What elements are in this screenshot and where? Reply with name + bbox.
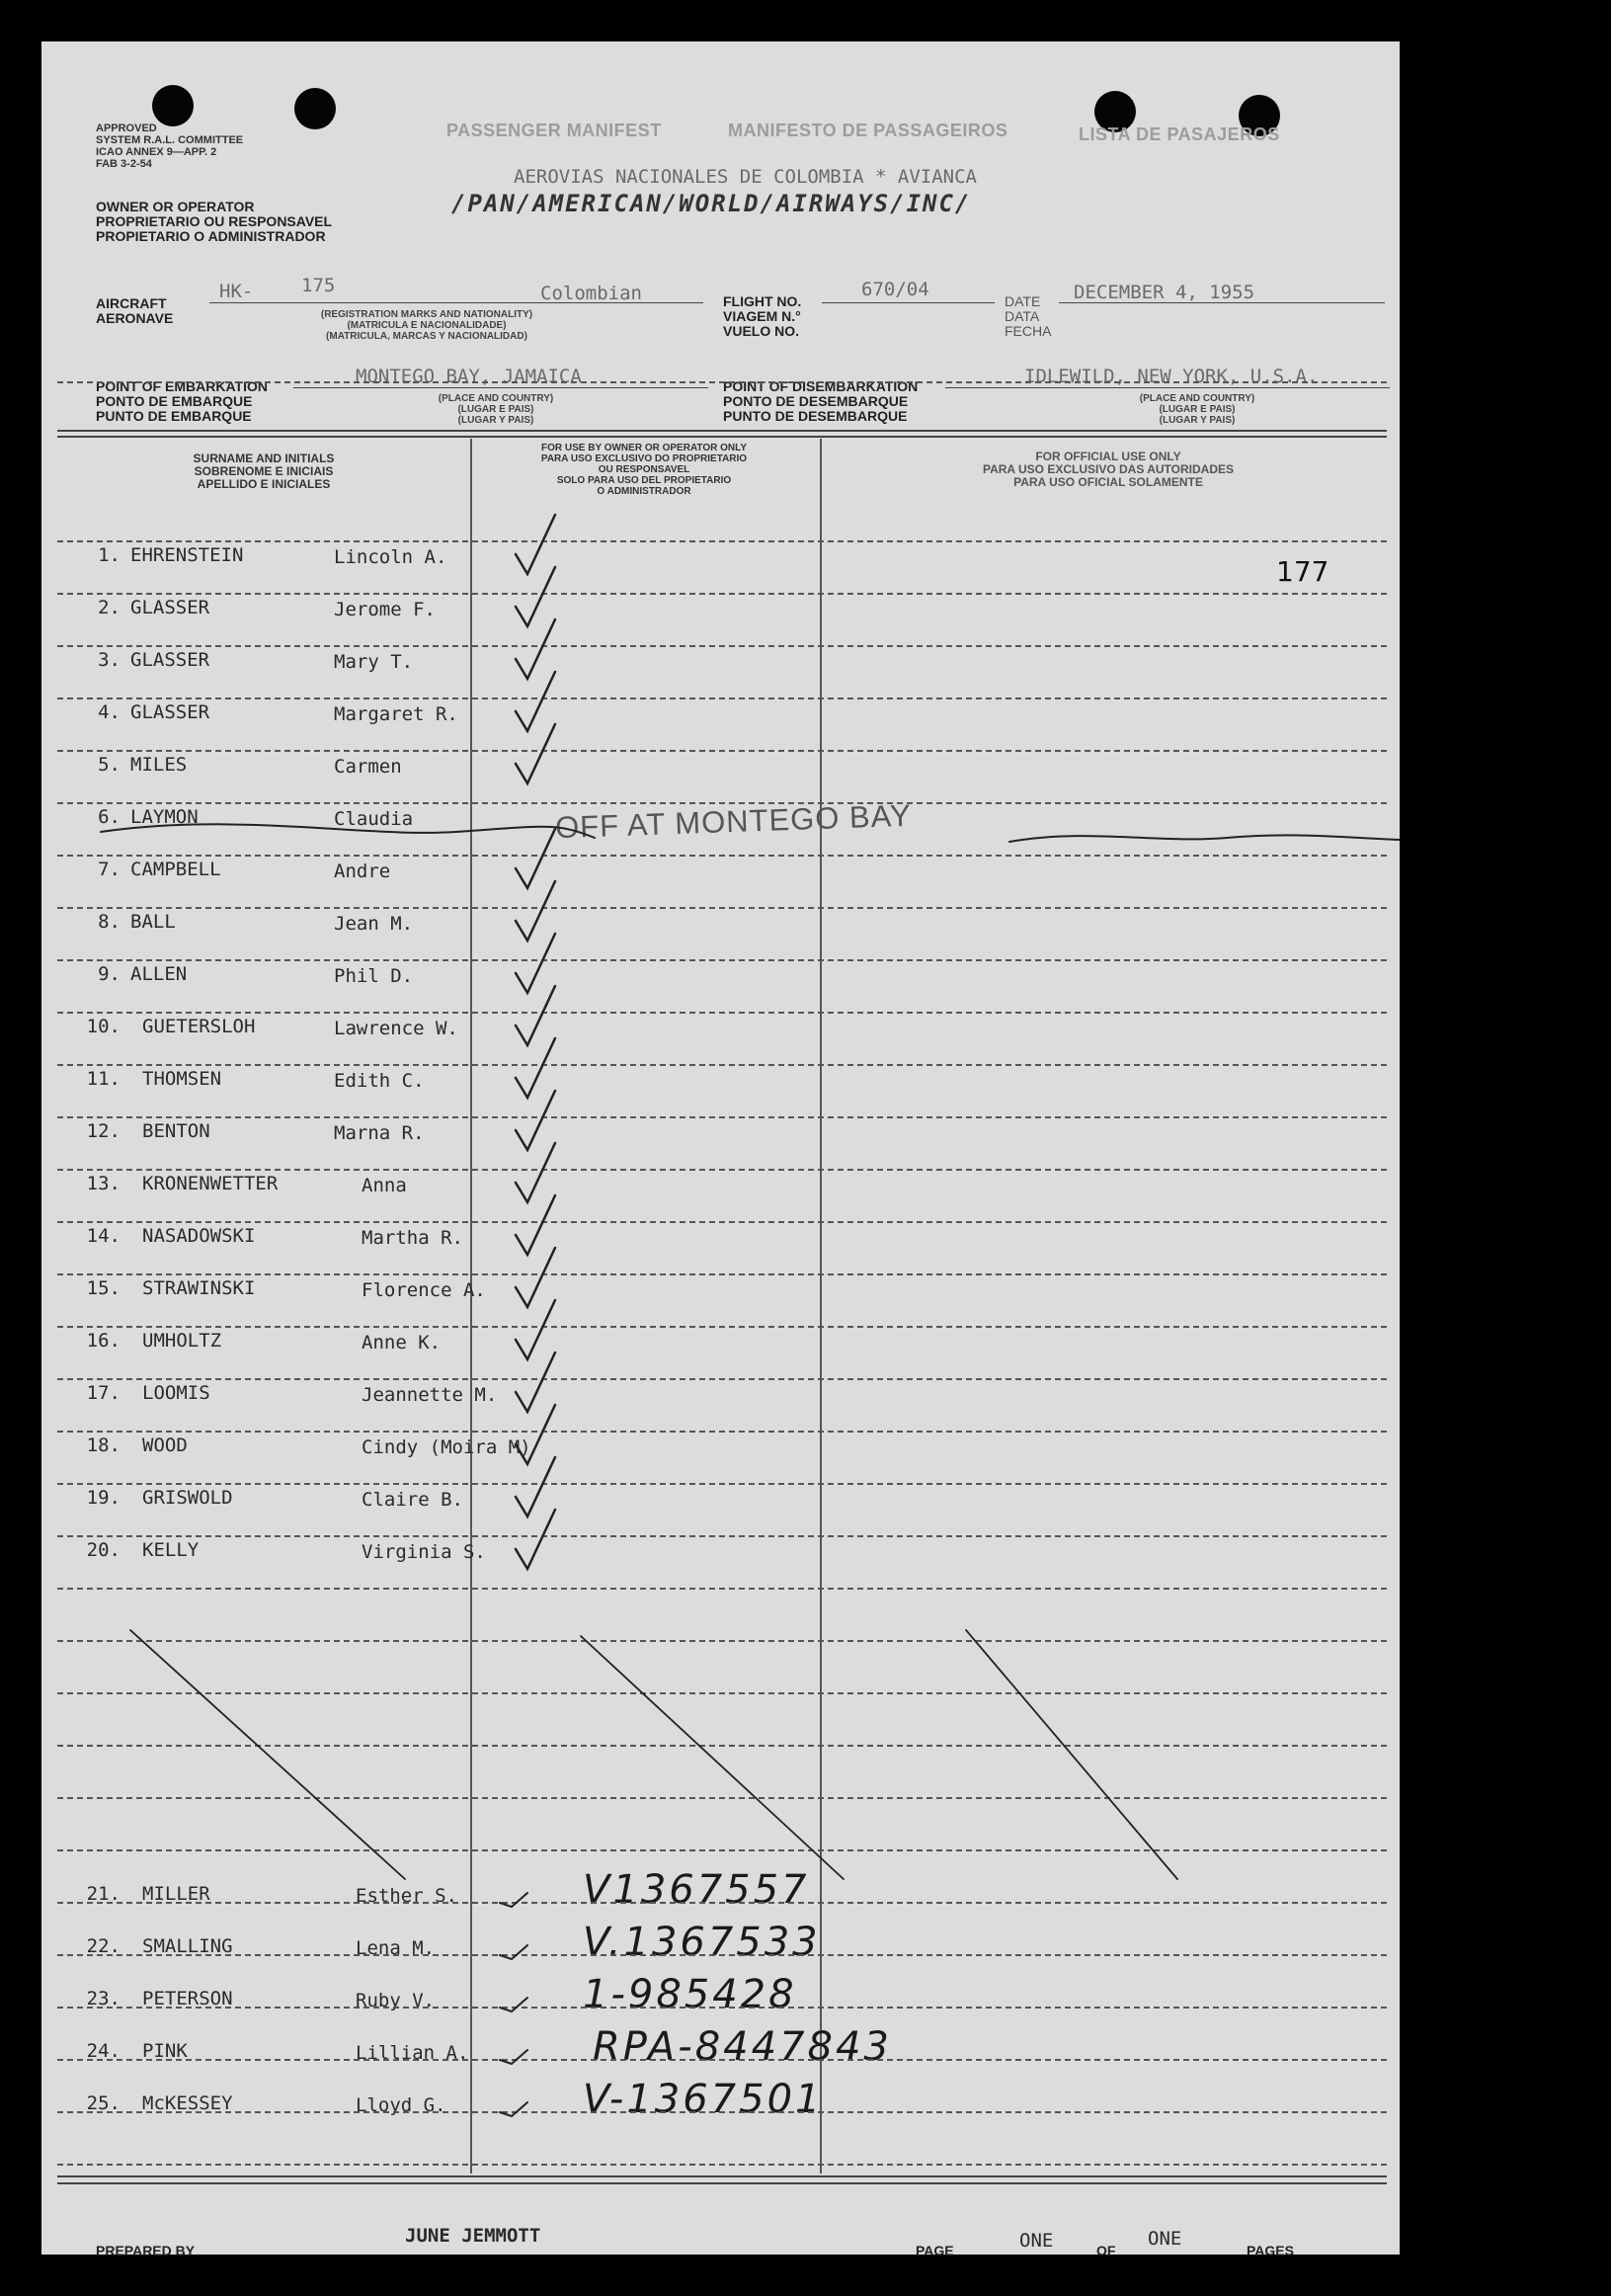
pen-stroke [516, 1510, 555, 1569]
passenger-surname: GLASSER [130, 701, 210, 723]
pen-stroke [516, 881, 555, 941]
passenger-surname: GLASSER [130, 649, 210, 671]
passenger-given-name: Lillian A. [356, 2042, 469, 2064]
passenger-number: 15. [86, 1277, 121, 1299]
passenger-given-name: Lena M. [356, 1937, 436, 1959]
passenger-number: 3. [98, 649, 121, 671]
passenger-given-name: Marna R. [334, 1122, 425, 1144]
pen-stroke [130, 1630, 405, 1879]
owner-operator-label: OWNER OR OPERATOR PROPRIETARIO OU RESPONSAVEL PROPIETARIO O ADMINISTRADOR [96, 199, 333, 244]
pen-stroke [516, 1300, 555, 1359]
pen-stroke [581, 1636, 844, 1879]
passenger-number: 19. [86, 1487, 121, 1509]
of-label: OF [1096, 2243, 1116, 2258]
passenger-number: 8. [98, 911, 121, 933]
passenger-number: 24. [86, 2040, 121, 2062]
pen-stroke [500, 1945, 527, 1959]
aircraft-nationality: Colombian [540, 283, 642, 304]
passenger-given-name: Mary T. [334, 651, 414, 673]
pen-stroke [101, 824, 595, 838]
embarkation: MONTEGO BAY, JAMAICA [356, 366, 582, 387]
disembark-sub: (PLACE AND COUNTRY) (LUGAR E PAIS) (LUGAR Y PAIS) [1139, 393, 1255, 426]
passenger-document-number: 1-985428 [583, 1972, 797, 2017]
title-en: PASSENGER MANIFEST [446, 121, 662, 140]
passenger-number: 14. [86, 1225, 121, 1247]
title-es: LISTA DE PASAJEROS [1079, 124, 1280, 144]
passenger-surname: LAYMON [130, 806, 199, 828]
pages-label: PAGES [1247, 2243, 1294, 2258]
passenger-number: 17. [86, 1382, 121, 1404]
flight-number: 670/04 [861, 279, 929, 300]
embark-sub: (PLACE AND COUNTRY) (LUGAR E PAIS) (LUGAR Y PAIS) [438, 393, 554, 426]
manifest-sheet [41, 41, 1400, 2258]
passenger-given-name: Anna [362, 1175, 407, 1196]
passenger-surname: McKESSEY [142, 2092, 233, 2114]
passenger-given-name: Martha R. [362, 1227, 463, 1249]
passenger-number: 4. [98, 701, 121, 723]
prepared-by-name: JUNE JEMMOTT [405, 2225, 541, 2247]
passenger-number: 5. [98, 754, 121, 776]
passenger-surname: PETERSON [142, 1988, 233, 2009]
passenger-surname: MILES [130, 754, 188, 776]
passenger-surname: PINK [142, 2040, 188, 2062]
official-stamp-number: 177 [1276, 555, 1329, 588]
aircraft-label: AIRCRAFT AERONAVE [96, 295, 174, 326]
passenger-number: 6. [98, 806, 121, 828]
passenger-surname: UMHOLTZ [142, 1330, 222, 1352]
pen-stroke [500, 2050, 527, 2064]
pen-stroke [516, 619, 555, 679]
page-number: ONE [1019, 2230, 1054, 2252]
passenger-given-name: Lawrence W. [334, 1018, 458, 1039]
passenger-number: 2. [98, 597, 121, 618]
pen-stroke [516, 672, 555, 731]
aircraft-number: 175 [301, 275, 336, 296]
passenger-number: 22. [86, 1935, 121, 1957]
passenger-surname: EHRENSTEIN [130, 544, 244, 566]
passenger-document-number: V-1367501 [583, 2077, 824, 2122]
title-pt: MANIFESTO DE PASSAGEIROS [728, 121, 1008, 140]
passenger-given-name: Carmen [334, 756, 402, 778]
pen-stroke [500, 1998, 527, 2011]
passenger-number: 16. [86, 1330, 121, 1352]
col-names-header: SURNAME AND INITIALS SOBRENOME E INICIAIS APELLIDO E INICIALES [193, 451, 335, 491]
page-total: ONE [1148, 2228, 1182, 2250]
passenger-given-name: Lloyd G. [356, 2094, 446, 2116]
passenger-surname: BENTON [142, 1120, 210, 1142]
passenger-surname: MILLER [142, 1883, 210, 1905]
passenger-surname: NASADOWSKI [142, 1225, 256, 1247]
passenger-surname: WOOD [142, 1435, 188, 1456]
passenger-number: 21. [86, 1883, 121, 1905]
pen-stroke [516, 1038, 555, 1098]
passenger-number: 20. [86, 1539, 121, 1561]
pen-stroke [516, 1248, 555, 1307]
passenger-surname: GUETERSLOH [142, 1016, 256, 1037]
passenger-given-name: Anne K. [362, 1332, 442, 1353]
pen-stroke [516, 1143, 555, 1202]
passenger-given-name: Ruby V. [356, 1990, 436, 2011]
passenger-document-number: V.1367533 [583, 1920, 821, 1965]
disembarkation: IDLEWILD, NEW YORK, U.S.A. [1024, 366, 1319, 387]
pen-stroke [516, 829, 555, 888]
passenger-number: 9. [98, 963, 121, 985]
col-official-header: FOR OFFICIAL USE ONLY PARA USO EXCLUSIVO DAS AUTORIDADES PARA USO OFICIAL SOLAMENTE [982, 450, 1235, 489]
passenger-given-name: Phil D. [334, 965, 414, 987]
pen-stroke [516, 1091, 555, 1150]
pen-marks [41, 41, 1400, 2255]
pen-stroke [1009, 835, 1400, 842]
passenger-given-name: Cindy (Moira M) [362, 1436, 531, 1458]
passenger-surname: BALL [130, 911, 176, 933]
passenger-number: 12. [86, 1120, 121, 1142]
pen-stroke [500, 1893, 527, 1907]
passenger-surname: KRONENWETTER [142, 1173, 279, 1194]
pen-stroke [516, 1405, 555, 1464]
passenger-number: 13. [86, 1173, 121, 1194]
passenger-number: 25. [86, 2092, 121, 2114]
pen-stroke [516, 724, 555, 783]
aircraft-prefix: HK- [219, 281, 254, 302]
prepared-by-label: PREPARED BY [96, 2243, 196, 2258]
operator-name: AEROVIAS NACIONALES DE COLOMBIA * AVIANCA [514, 166, 977, 188]
passenger-surname: LOOMIS [142, 1382, 210, 1404]
pen-stroke [516, 515, 555, 574]
pen-stroke [516, 934, 555, 993]
passenger-given-name: Margaret R. [334, 703, 458, 725]
passenger-given-name: Claire B. [362, 1489, 463, 1511]
pen-stroke [516, 986, 555, 1045]
passenger-surname: THOMSEN [142, 1068, 222, 1090]
passenger-surname: STRAWINSKI [142, 1277, 256, 1299]
passenger-given-name: Andre [334, 861, 391, 882]
pen-stroke [516, 1195, 555, 1255]
passenger-given-name: Virginia S. [362, 1541, 486, 1563]
passenger-given-name: Edith C. [334, 1070, 425, 1092]
page-label: PAGE [916, 2243, 954, 2258]
passenger-document-number: V1367557 [583, 1867, 810, 1913]
aircraft-sub: (REGISTRATION MARKS AND NATIONALITY) (MATRICULA E NACIONALIDADE) (MATRICULA, MARCAS Y NACIONALIDAD) [320, 309, 533, 342]
passenger-given-name: Claudia [334, 808, 414, 830]
passenger-number: 11. [86, 1068, 121, 1090]
passenger-surname: SMALLING [142, 1935, 233, 1957]
passenger-given-name: Jerome F. [334, 599, 436, 620]
passenger-number: 10. [86, 1016, 121, 1037]
flight-date: DECEMBER 4, 1955 [1074, 282, 1255, 303]
col-operator-header: FOR USE BY OWNER OR OPERATOR ONLY PARA USO EXCLUSIVO DO PROPRIETARIO OU RESPONSAVEL SOLO PARA USO DEL PROPIETARIO O ADMINISTRADOR [540, 443, 748, 497]
passenger-number: 7. [98, 859, 121, 880]
date-label: DATE DATA FECHA [1005, 293, 1052, 339]
passenger-number: 23. [86, 1988, 121, 2009]
disembark-label: POINT OF DISEMBARKATION PONTO DE DESEMBARQUE PUNTO DE DESEMBARQUE [723, 378, 919, 424]
passenger-surname: KELLY [142, 1539, 200, 1561]
passenger-given-name: Florence A. [362, 1279, 486, 1301]
passenger-given-name: Lincoln A. [334, 546, 447, 568]
embark-label: POINT OF EMBARKATION PONTO DE EMBARQUE PUNTO DE EMBARQUE [96, 378, 268, 424]
pen-stroke [516, 1457, 555, 1517]
pen-stroke [966, 1630, 1177, 1879]
passenger-given-name: Jeannette M. [362, 1384, 498, 1406]
flight-label: FLIGHT NO. VIAGEM N.° VUELO NO. [723, 293, 802, 339]
approval-block: APPROVED SYSTEM R.A.L. COMMITTEE ICAO ANNEX 9—APP. 2 FAB 3-2-54 [96, 123, 244, 170]
passenger-surname: CAMPBELL [130, 859, 221, 880]
passenger-document-number: RPA-8447843 [593, 2024, 892, 2070]
passenger-given-name: Jean M. [334, 913, 414, 935]
passenger-surname: ALLEN [130, 963, 188, 985]
passenger-number: 1. [98, 544, 121, 566]
passenger-given-name: Esther S. [356, 1885, 457, 1907]
passenger-number: 18. [86, 1435, 121, 1456]
pen-stroke [516, 1353, 555, 1412]
pen-stroke [516, 567, 555, 626]
passenger-surname: GLASSER [130, 597, 210, 618]
offloaded-stamp: OFF AT MONTEGO BAY [554, 797, 913, 846]
passenger-surname: GRISWOLD [142, 1487, 233, 1509]
operator-struck: /PAN/AMERICAN/WORLD/AIRWAYS/INC/ [451, 190, 972, 217]
pen-stroke [500, 2102, 527, 2116]
